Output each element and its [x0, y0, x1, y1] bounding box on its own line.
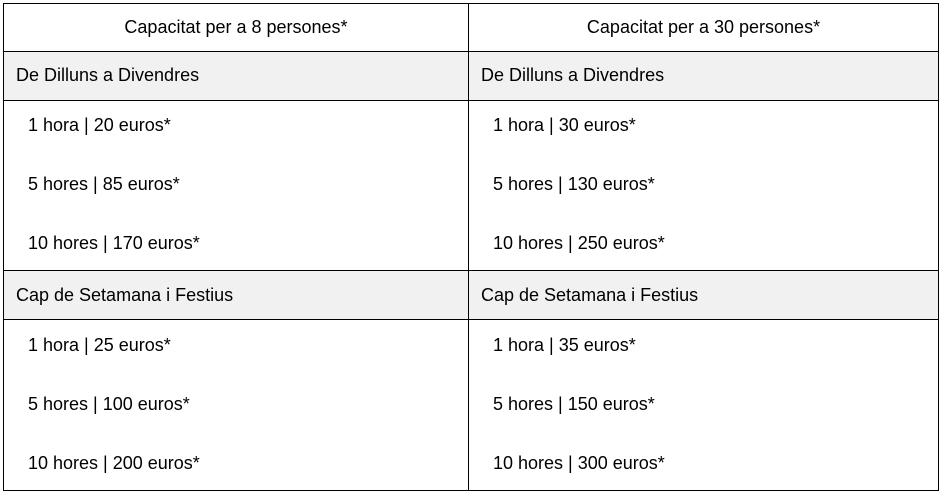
section-title-weekdays-col1: De Dilluns a Divendres	[4, 51, 469, 100]
section-header-row-weekend	[4, 271, 939, 320]
price-item: 5 hores | 130 euros*	[493, 173, 655, 194]
section-title-weekend-col1: Cap de Setamana i Festius	[4, 271, 469, 320]
table-header-row	[4, 4, 939, 52]
price-item: 1 hora | 20 euros*	[28, 114, 171, 135]
price-item: 1 hora | 25 euros*	[28, 334, 171, 355]
section-title-weekend-col2: Cap de Setamana i Festius	[469, 271, 939, 320]
price-item: 10 hores | 200 euros*	[28, 452, 200, 473]
column-header-capacity-8: Capacitat per a 8 persones*	[4, 4, 469, 52]
price-row-weekdays	[4, 100, 939, 271]
price-item: 10 hores | 170 euros*	[28, 232, 200, 253]
price-list	[16, 102, 456, 269]
price-list	[481, 102, 926, 269]
section-title-weekdays-col2: De Dilluns a Divendres	[469, 51, 939, 100]
price-row-weekend	[4, 320, 939, 491]
column-header-capacity-30: Capacitat per a 30 persones*	[469, 4, 939, 52]
price-item: 10 hores | 250 euros*	[493, 232, 665, 253]
price-item: 10 hores | 300 euros*	[493, 452, 665, 473]
price-cell-weekdays-capacity-30	[469, 100, 939, 271]
price-item: 5 hores | 100 euros*	[28, 393, 190, 414]
section-header-row-weekdays	[4, 51, 939, 100]
price-cell-weekdays-capacity-8	[4, 100, 469, 271]
price-item: 1 hora | 35 euros*	[493, 334, 636, 355]
price-item: 1 hora | 30 euros*	[493, 114, 636, 135]
price-list	[481, 322, 926, 489]
price-list	[16, 322, 456, 489]
pricing-table	[3, 3, 939, 491]
price-cell-weekend-capacity-30	[469, 320, 939, 491]
price-cell-weekend-capacity-8	[4, 320, 469, 491]
price-item: 5 hores | 150 euros*	[493, 393, 655, 414]
price-item: 5 hores | 85 euros*	[28, 173, 180, 194]
